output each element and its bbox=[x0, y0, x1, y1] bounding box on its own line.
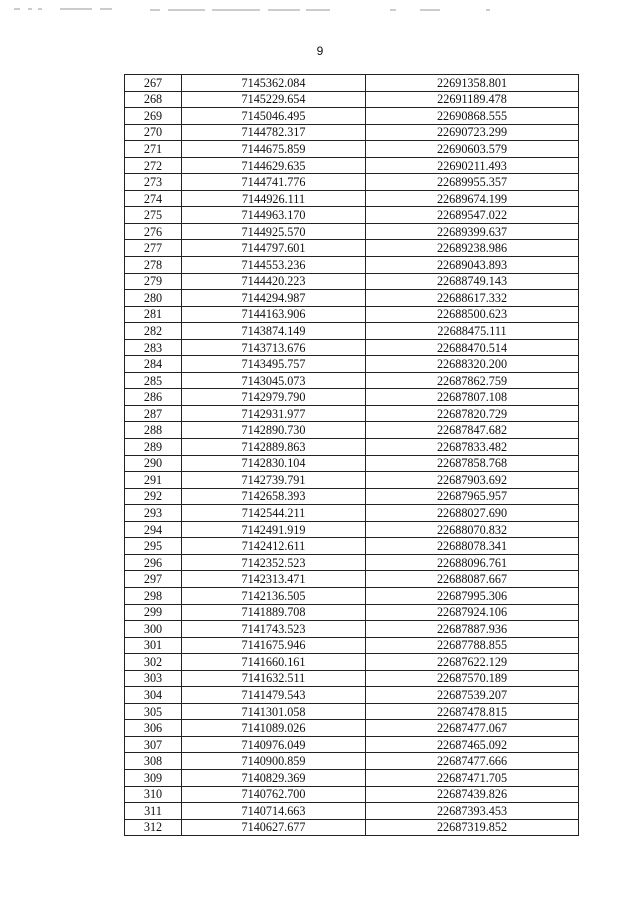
x-coordinate-cell: 7144741.776 bbox=[182, 174, 366, 191]
x-coordinate-cell: 7141632.511 bbox=[182, 670, 366, 687]
y-coordinate-cell: 22689674.199 bbox=[366, 190, 579, 207]
y-coordinate-cell: 22689399.637 bbox=[366, 223, 579, 240]
x-coordinate-cell: 7142931.977 bbox=[182, 405, 366, 422]
table-row bbox=[125, 538, 579, 555]
y-coordinate-cell: 22687478.815 bbox=[366, 703, 579, 720]
x-coordinate-cell: 7142412.611 bbox=[182, 538, 366, 555]
table-row bbox=[125, 769, 579, 786]
point-number-cell: 282 bbox=[125, 323, 182, 340]
y-coordinate-cell: 22688475.111 bbox=[366, 323, 579, 340]
y-coordinate-cell: 22688070.832 bbox=[366, 521, 579, 538]
y-coordinate-cell: 22687471.705 bbox=[366, 769, 579, 786]
point-number-cell: 284 bbox=[125, 356, 182, 373]
x-coordinate-cell: 7142739.791 bbox=[182, 472, 366, 489]
y-coordinate-cell: 22690603.579 bbox=[366, 141, 579, 158]
point-number-cell: 277 bbox=[125, 240, 182, 257]
y-coordinate-cell: 22687858.768 bbox=[366, 455, 579, 472]
table-row bbox=[125, 472, 579, 489]
y-coordinate-cell: 22687965.957 bbox=[366, 488, 579, 505]
coordinates-table bbox=[124, 74, 579, 836]
table-row bbox=[125, 190, 579, 207]
y-coordinate-cell: 22687465.092 bbox=[366, 736, 579, 753]
x-coordinate-cell: 7141301.058 bbox=[182, 703, 366, 720]
point-number-cell: 299 bbox=[125, 604, 182, 621]
table-row bbox=[125, 703, 579, 720]
x-coordinate-cell: 7144420.223 bbox=[182, 273, 366, 290]
x-coordinate-cell: 7144553.236 bbox=[182, 257, 366, 274]
point-number-cell: 283 bbox=[125, 339, 182, 356]
table-row bbox=[125, 687, 579, 704]
point-number-cell: 271 bbox=[125, 141, 182, 158]
y-coordinate-cell: 22687622.129 bbox=[366, 654, 579, 671]
table-row bbox=[125, 803, 579, 820]
table-row bbox=[125, 736, 579, 753]
table-row bbox=[125, 720, 579, 737]
table-row bbox=[125, 141, 579, 158]
point-number-cell: 276 bbox=[125, 223, 182, 240]
table-row bbox=[125, 587, 579, 604]
x-coordinate-cell: 7140714.663 bbox=[182, 803, 366, 820]
y-coordinate-cell: 22687924.106 bbox=[366, 604, 579, 621]
table-row bbox=[125, 389, 579, 406]
x-coordinate-cell: 7143045.073 bbox=[182, 372, 366, 389]
point-number-cell: 302 bbox=[125, 654, 182, 671]
y-coordinate-cell: 22689955.357 bbox=[366, 174, 579, 191]
x-coordinate-cell: 7145362.084 bbox=[182, 75, 366, 92]
table-row bbox=[125, 422, 579, 439]
y-coordinate-cell: 22689547.022 bbox=[366, 207, 579, 224]
table-row bbox=[125, 604, 579, 621]
table-row bbox=[125, 621, 579, 638]
table-row bbox=[125, 306, 579, 323]
y-coordinate-cell: 22687903.692 bbox=[366, 472, 579, 489]
table-row bbox=[125, 488, 579, 505]
y-coordinate-cell: 22690723.299 bbox=[366, 124, 579, 141]
x-coordinate-cell: 7142313.471 bbox=[182, 571, 366, 588]
point-number-cell: 286 bbox=[125, 389, 182, 406]
point-number-cell: 279 bbox=[125, 273, 182, 290]
table-row bbox=[125, 521, 579, 538]
point-number-cell: 274 bbox=[125, 190, 182, 207]
x-coordinate-cell: 7144294.987 bbox=[182, 290, 366, 307]
x-coordinate-cell: 7142544.211 bbox=[182, 505, 366, 522]
y-coordinate-cell: 22688500.623 bbox=[366, 306, 579, 323]
point-number-cell: 295 bbox=[125, 538, 182, 555]
y-coordinate-cell: 22687570.189 bbox=[366, 670, 579, 687]
x-coordinate-cell: 7141479.543 bbox=[182, 687, 366, 704]
x-coordinate-cell: 7142979.790 bbox=[182, 389, 366, 406]
x-coordinate-cell: 7144926.111 bbox=[182, 190, 366, 207]
table-row bbox=[125, 372, 579, 389]
table-row bbox=[125, 356, 579, 373]
x-coordinate-cell: 7142889.863 bbox=[182, 439, 366, 456]
table-row bbox=[125, 223, 579, 240]
scan-artifact-strip bbox=[0, 0, 640, 20]
table-row bbox=[125, 786, 579, 803]
table-row bbox=[125, 290, 579, 307]
x-coordinate-cell: 7144797.601 bbox=[182, 240, 366, 257]
table-row bbox=[125, 554, 579, 571]
x-coordinate-cell: 7140829.369 bbox=[182, 769, 366, 786]
table-row bbox=[125, 174, 579, 191]
x-coordinate-cell: 7140762.700 bbox=[182, 786, 366, 803]
x-coordinate-cell: 7144629.635 bbox=[182, 157, 366, 174]
point-number-cell: 307 bbox=[125, 736, 182, 753]
y-coordinate-cell: 22687477.666 bbox=[366, 753, 579, 770]
table-row bbox=[125, 405, 579, 422]
point-number-cell: 272 bbox=[125, 157, 182, 174]
point-number-cell: 291 bbox=[125, 472, 182, 489]
y-coordinate-cell: 22689238.986 bbox=[366, 240, 579, 257]
point-number-cell: 273 bbox=[125, 174, 182, 191]
x-coordinate-cell: 7144675.859 bbox=[182, 141, 366, 158]
point-number-cell: 278 bbox=[125, 257, 182, 274]
x-coordinate-cell: 7141743.523 bbox=[182, 621, 366, 638]
table-row bbox=[125, 670, 579, 687]
y-coordinate-cell: 22687847.682 bbox=[366, 422, 579, 439]
y-coordinate-cell: 22690868.555 bbox=[366, 108, 579, 125]
y-coordinate-cell: 22687862.759 bbox=[366, 372, 579, 389]
table-row bbox=[125, 124, 579, 141]
table-row bbox=[125, 273, 579, 290]
y-coordinate-cell: 22687319.852 bbox=[366, 819, 579, 836]
y-coordinate-cell: 22688078.341 bbox=[366, 538, 579, 555]
y-coordinate-cell: 22690211.493 bbox=[366, 157, 579, 174]
point-number-cell: 290 bbox=[125, 455, 182, 472]
point-number-cell: 281 bbox=[125, 306, 182, 323]
table-row bbox=[125, 157, 579, 174]
y-coordinate-cell: 22687393.453 bbox=[366, 803, 579, 820]
y-coordinate-cell: 22687539.207 bbox=[366, 687, 579, 704]
table-row bbox=[125, 257, 579, 274]
point-number-cell: 288 bbox=[125, 422, 182, 439]
point-number-cell: 304 bbox=[125, 687, 182, 704]
point-number-cell: 289 bbox=[125, 439, 182, 456]
y-coordinate-cell: 22688027.690 bbox=[366, 505, 579, 522]
table-row bbox=[125, 339, 579, 356]
y-coordinate-cell: 22688470.514 bbox=[366, 339, 579, 356]
y-coordinate-cell: 22691358.801 bbox=[366, 75, 579, 92]
point-number-cell: 309 bbox=[125, 769, 182, 786]
point-number-cell: 267 bbox=[125, 75, 182, 92]
x-coordinate-cell: 7145046.495 bbox=[182, 108, 366, 125]
y-coordinate-cell: 22688096.761 bbox=[366, 554, 579, 571]
point-number-cell: 305 bbox=[125, 703, 182, 720]
y-coordinate-cell: 22688749.143 bbox=[366, 273, 579, 290]
x-coordinate-cell: 7140900.859 bbox=[182, 753, 366, 770]
table-row bbox=[125, 654, 579, 671]
x-coordinate-cell: 7141889.708 bbox=[182, 604, 366, 621]
point-number-cell: 270 bbox=[125, 124, 182, 141]
y-coordinate-cell: 22687477.067 bbox=[366, 720, 579, 737]
x-coordinate-cell: 7143495.757 bbox=[182, 356, 366, 373]
point-number-cell: 311 bbox=[125, 803, 182, 820]
x-coordinate-cell: 7141675.946 bbox=[182, 637, 366, 654]
x-coordinate-cell: 7142352.523 bbox=[182, 554, 366, 571]
table-row bbox=[125, 240, 579, 257]
table-row bbox=[125, 571, 579, 588]
x-coordinate-cell: 7142890.730 bbox=[182, 422, 366, 439]
x-coordinate-cell: 7142136.505 bbox=[182, 587, 366, 604]
point-number-cell: 268 bbox=[125, 91, 182, 108]
y-coordinate-cell: 22689043.893 bbox=[366, 257, 579, 274]
table-row bbox=[125, 455, 579, 472]
y-coordinate-cell: 22691189.478 bbox=[366, 91, 579, 108]
x-coordinate-cell: 7144782.317 bbox=[182, 124, 366, 141]
coordinates-table-body bbox=[125, 75, 579, 836]
point-number-cell: 310 bbox=[125, 786, 182, 803]
point-number-cell: 308 bbox=[125, 753, 182, 770]
table-row bbox=[125, 819, 579, 836]
x-coordinate-cell: 7142830.104 bbox=[182, 455, 366, 472]
page-number: 9 bbox=[316, 44, 324, 58]
y-coordinate-cell: 22687995.306 bbox=[366, 587, 579, 604]
table-row bbox=[125, 505, 579, 522]
y-coordinate-cell: 22688320.200 bbox=[366, 356, 579, 373]
point-number-cell: 301 bbox=[125, 637, 182, 654]
point-number-cell: 287 bbox=[125, 405, 182, 422]
point-number-cell: 293 bbox=[125, 505, 182, 522]
table-row bbox=[125, 207, 579, 224]
y-coordinate-cell: 22688617.332 bbox=[366, 290, 579, 307]
x-coordinate-cell: 7143713.676 bbox=[182, 339, 366, 356]
y-coordinate-cell: 22687887.936 bbox=[366, 621, 579, 638]
point-number-cell: 297 bbox=[125, 571, 182, 588]
y-coordinate-cell: 22687833.482 bbox=[366, 439, 579, 456]
point-number-cell: 298 bbox=[125, 587, 182, 604]
point-number-cell: 312 bbox=[125, 819, 182, 836]
y-coordinate-cell: 22687788.855 bbox=[366, 637, 579, 654]
y-coordinate-cell: 22687439.826 bbox=[366, 786, 579, 803]
x-coordinate-cell: 7144963.170 bbox=[182, 207, 366, 224]
x-coordinate-cell: 7140976.049 bbox=[182, 736, 366, 753]
point-number-cell: 303 bbox=[125, 670, 182, 687]
point-number-cell: 306 bbox=[125, 720, 182, 737]
x-coordinate-cell: 7144163.906 bbox=[182, 306, 366, 323]
x-coordinate-cell: 7143874.149 bbox=[182, 323, 366, 340]
x-coordinate-cell: 7142491.919 bbox=[182, 521, 366, 538]
x-coordinate-cell: 7141660.161 bbox=[182, 654, 366, 671]
x-coordinate-cell: 7140627.677 bbox=[182, 819, 366, 836]
x-coordinate-cell: 7145229.654 bbox=[182, 91, 366, 108]
point-number-cell: 300 bbox=[125, 621, 182, 638]
y-coordinate-cell: 22687820.729 bbox=[366, 405, 579, 422]
x-coordinate-cell: 7142658.393 bbox=[182, 488, 366, 505]
table-row bbox=[125, 75, 579, 92]
table-row bbox=[125, 439, 579, 456]
x-coordinate-cell: 7144925.570 bbox=[182, 223, 366, 240]
table-row bbox=[125, 753, 579, 770]
point-number-cell: 280 bbox=[125, 290, 182, 307]
table-row bbox=[125, 637, 579, 654]
x-coordinate-cell: 7141089.026 bbox=[182, 720, 366, 737]
table-row bbox=[125, 91, 579, 108]
point-number-cell: 294 bbox=[125, 521, 182, 538]
point-number-cell: 296 bbox=[125, 554, 182, 571]
table-row bbox=[125, 108, 579, 125]
table-row bbox=[125, 323, 579, 340]
point-number-cell: 269 bbox=[125, 108, 182, 125]
point-number-cell: 275 bbox=[125, 207, 182, 224]
point-number-cell: 285 bbox=[125, 372, 182, 389]
y-coordinate-cell: 22688087.667 bbox=[366, 571, 579, 588]
point-number-cell: 292 bbox=[125, 488, 182, 505]
y-coordinate-cell: 22687807.108 bbox=[366, 389, 579, 406]
